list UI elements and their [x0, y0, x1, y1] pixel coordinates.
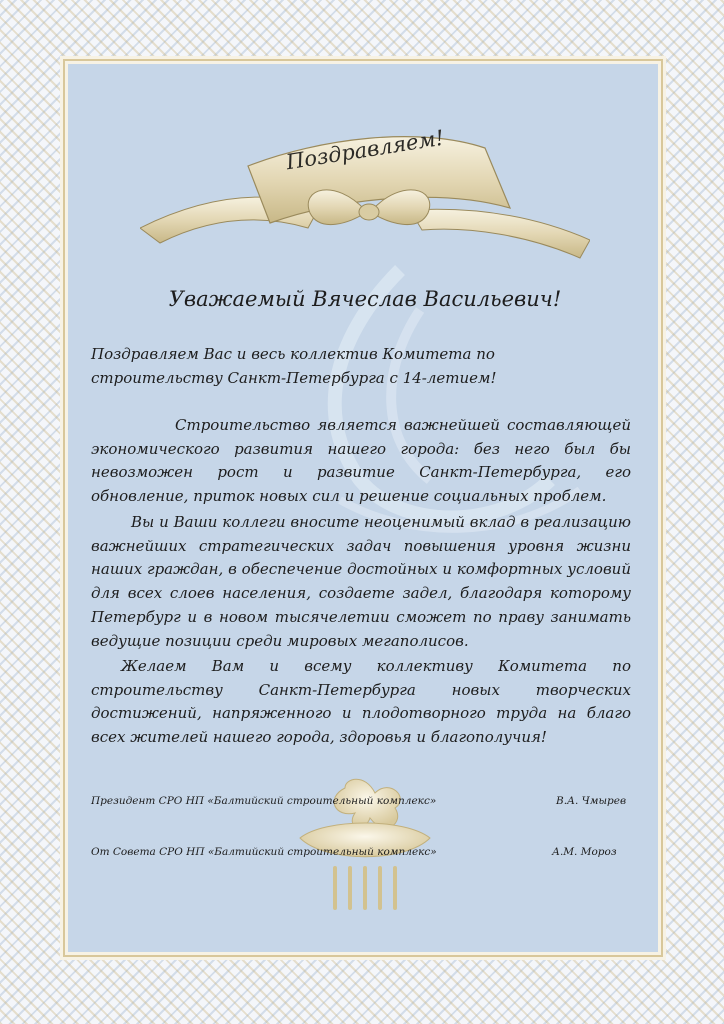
paragraph-contribution: Вы и Ваши коллеги вносите неоценимый вклад в реализацию важнейших стратегических задач повышения уровня жизни наших граждан, в обеспечение достойных и комфортных условий для всех слоев населения, создаете задел, благодаря которому Петербург и в новом тысячелетии сможет по праву занимать ведущие позиции среди мировых мегаполисов.: [91, 513, 631, 650]
signature-name-president: В.А. Чмырев: [556, 795, 627, 807]
paragraph-construction: Строительство является важнейшей составляющей экономического развития нашего города: без него был бы невозможен рост и развитие Санкт-Петербурга, его обновление, приток новых сил и решение социальных проблем.: [91, 416, 631, 506]
signature-role-president: Президент СРО НП «Балтийский строительный комплекс»: [91, 795, 437, 807]
signature-name-council: А.М. Мороз: [552, 846, 617, 858]
paragraph-intro: Поздравляем Вас и весь коллектив Комитета по строительству Санкт-Петербурга с 14-летием!: [91, 345, 497, 387]
signature-role-council: От Совета СРО НП «Балтийский строительный комплекс»: [91, 846, 437, 858]
emblem-ornament: [285, 768, 445, 918]
banner-title: Поздравляем!: [284, 125, 446, 175]
salutation: Уважаемый Вячеслав Васильевич!: [168, 287, 562, 311]
paragraph-wishes: Желаем Вам и всему коллективу Комитета по строительству Санкт-Петербурга новых творческих достижений, напряженного и плодотворного труда на благо всех жителей нашего города, здоровья и благополучия!: [91, 657, 631, 747]
